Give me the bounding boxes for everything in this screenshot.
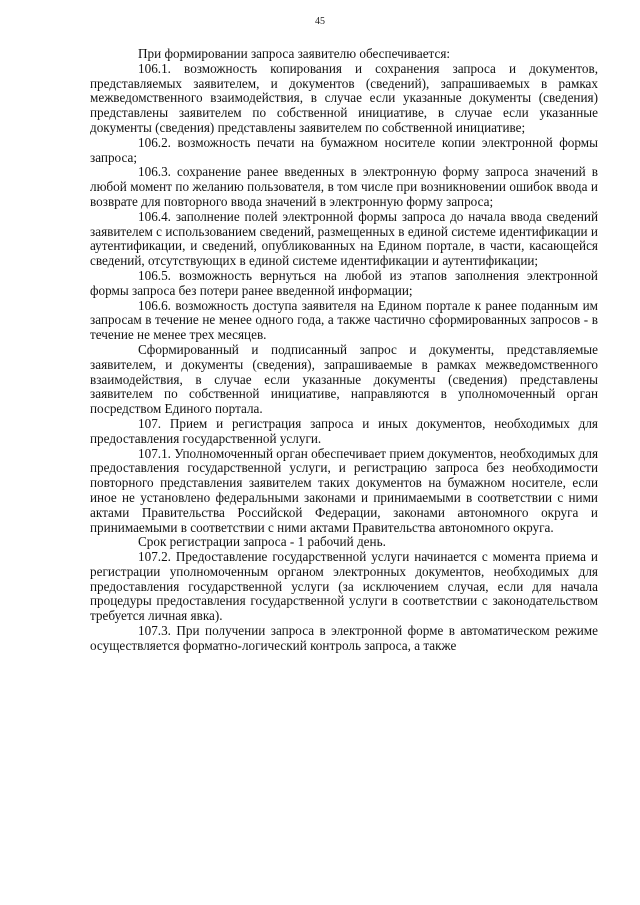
paragraph: При формировании запроса заявителю обеспечивается: <box>138 46 451 61</box>
paragraph: 107.2. Предоставление государственной услуги начинается с момента приема и регистрации уполномоченным органом электронных документов, необходимых для предоставления государственной услуги (за исключением случая, если для начала процедуры предоставления государственной услуги в соответствии с законодательством требуется личная явка). <box>90 549 598 624</box>
paragraph: Срок регистрации запроса - 1 рабочий день. <box>138 534 386 550</box>
paragraph: 107. Прием и регистрация запроса и иных документов, необходимых для предоставления государственной услуги. <box>90 415 598 446</box>
paragraph: 107.3. При получении запроса в электронной форме в автоматическом режиме осуществляется форматно-логический контроль запроса, а также <box>90 623 598 653</box>
paragraph: 106.6. возможность доступа заявителя на Едином портале к ранее поданным им запросам в течение не менее одного года, а также частично сформированных запросов - в течение не менее трех месяцев. <box>90 297 598 343</box>
paragraph: Сформированный и подписанный запрос и документы, представляемые заявителем, и документы (сведения), запрашиваемые в рамках межведомственного взаимодействия, в случае если указанные документы (сведения) представлены заявителем по собственной инициативе, направляются в уполномоченный орган посредством Единого портала. <box>90 341 598 417</box>
paragraph: 106.4. заполнение полей электронной формы запроса до начала ввода сведений заявителем с использованием сведений, размещенных в единой системе идентификации и аутентификации, и сведений, опубликованных на Едином портале, в части, касающейся сведений, отсутствующих в единой системе идентификации и аутентификации; <box>90 208 598 269</box>
paragraph: 106.1. возможность копирования и сохранения запроса и документов, представляемых заявителем, и документов (сведений), запрашиваемых в рамках межведомственного взаимодействия, в случае если указанные документы (сведения) представлены заявителем по собственной инициативе, в случае если указанные документы (сведения) представлены заявителем по собственной инициативе; <box>90 60 598 135</box>
paragraph: 106.2. возможность печати на бумажном носителе копии электронной формы запроса; <box>90 134 598 165</box>
paragraph: 106.5. возможность вернуться на любой из этапов заполнения электронной формы запроса без потери ранее введенной информации; <box>90 267 598 298</box>
document-body <box>90 47 598 654</box>
paragraph: 106.3. сохранение ранее введенных в электронную форму запроса значений в любой момент по желанию пользователя, в том числе при возникновении ошибок ввода и возврате для повторного ввода значений в электронную форму запроса; <box>90 164 598 209</box>
page-number: 45 <box>315 16 325 27</box>
paragraph: 107.1. Уполномоченный орган обеспечивает прием документов, необходимых для предоставления государственной услуги, и регистрацию запроса без необходимости повторного представления заявителем таких документов на бумажном носителе, если иное не установлено федеральными законами и принимаемыми в соответствии с ними актами Правительства Российской Федерации, законами автономного округа и принимаемыми в соответствии с ними актами Правительства автономного округа. <box>90 445 599 535</box>
